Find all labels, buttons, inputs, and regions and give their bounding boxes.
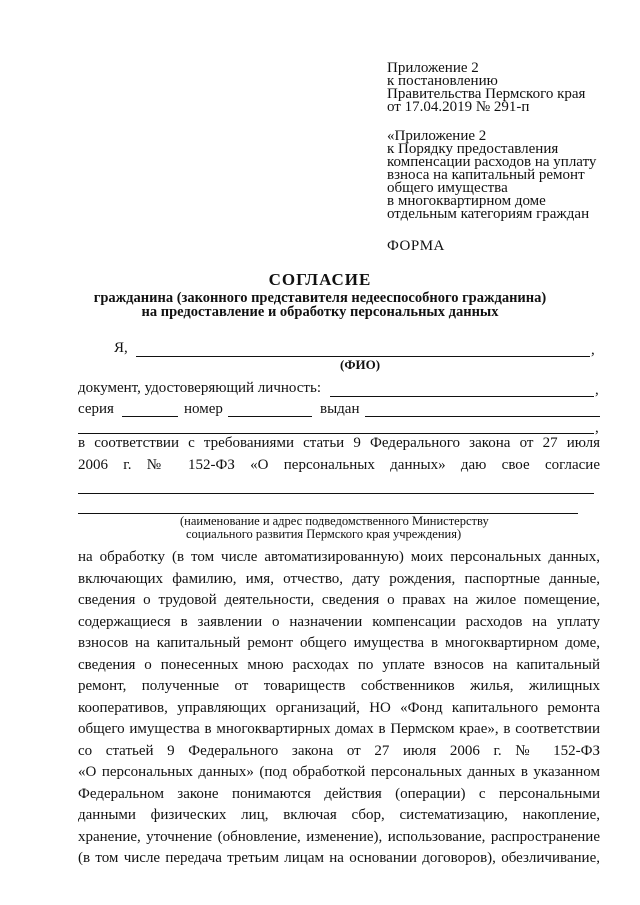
issued-comma: ,	[595, 420, 599, 436]
body-line: сведения о понесенных мною расходах по уплате взносов на капитальный	[78, 656, 600, 673]
consent-line-2: 2006 г. № 152-ФЗ «О персональных данных» даю свое согласие	[78, 457, 600, 473]
body-line: содержащиеся в заявлении о назначении компенсации расходов на уплату	[78, 613, 600, 630]
issued-continuation-line[interactable]	[78, 433, 594, 434]
appendix-header-line: Приложение 2	[387, 60, 479, 76]
appendix-order-line: общего имущества	[387, 180, 508, 196]
document-label: документ, удостоверяющий личность:	[78, 380, 321, 396]
body-line: на обработку (в том числе автоматизированную) моих персональных данных,	[78, 549, 600, 565]
series-field-line[interactable]	[122, 416, 178, 417]
consent-line-1: в соответствии с требованиями статьи 9 Федерального закона от 27 июля	[78, 435, 600, 451]
body-line: Федеральном законе понимаются действия (операции) с персональными	[78, 785, 600, 802]
appendix-order	[387, 130, 596, 221]
issued-label: выдан	[320, 401, 360, 417]
subtitle-line-2: на предоставление и обработку персональных данных	[141, 304, 499, 320]
body-line: взносов на капитальный ремонт общего имущества в многоквартирном доме,	[78, 635, 600, 651]
subtitle-line-1: гражданина (законного представителя недееспособного гражданина)	[93, 290, 547, 306]
body-line: со статьей 9 Федерального закона от 27 июля 2006 г. № 152-ФЗ	[78, 742, 600, 759]
institution-caption-line-1: (наименование и адрес подведомственного Министерству	[180, 514, 489, 528]
body-line: общего имущества в многоквартирных домах в Пермском крае», в соответствии	[78, 721, 600, 737]
body-line: «О персональных данных» (под обработкой персональных данных в указанном	[78, 764, 600, 780]
appendix-order-line: компенсации расходов на уплату	[387, 154, 597, 170]
document-comma: ,	[595, 382, 599, 398]
number-field-line[interactable]	[228, 416, 312, 417]
fio-comma: ,	[591, 342, 595, 358]
number-label: номер	[184, 401, 223, 417]
appendix-header-line: Правительства Пермского края	[387, 86, 586, 102]
appendix-header-line: от 17.04.2019 № 291-п	[387, 99, 530, 115]
appendix-header-line: к постановлению	[387, 73, 498, 89]
body-line: хранение, уточнение (обновление, изменение), использование, распространение	[78, 828, 600, 845]
appendix-order-line: в многоквартирном доме	[387, 193, 546, 209]
appendix-order-line: к Порядку предоставления	[387, 141, 559, 157]
i-label: Я,	[114, 340, 128, 356]
institution-field-line-1[interactable]	[78, 493, 594, 494]
issued-field-line[interactable]	[365, 416, 600, 417]
form-label: ФОРМА	[387, 238, 445, 254]
document-title: СОГЛАСИЕ	[268, 270, 372, 289]
series-label: серия	[78, 401, 114, 417]
body-line: ремонт, полученные от товариществ собственников жилья, жилищных	[78, 678, 600, 694]
institution-caption-line-2: социального развития Пермского края учреждения)	[186, 527, 462, 541]
document-subtitle	[0, 291, 640, 319]
document-field-line[interactable]	[330, 396, 594, 397]
appendix-order-line: взноса на капитальный ремонт	[387, 167, 585, 183]
appendix-order-line: отдельным категориям граждан	[387, 206, 590, 222]
appendix-header	[387, 62, 585, 114]
body-line: (в том числе передача третьим лицам на основании договоров), обезличивание,	[78, 850, 600, 866]
fio-caption: (ФИО)	[340, 357, 381, 372]
body-line: данными физических лиц, включая сбор, систематизацию, накопление,	[78, 807, 600, 823]
body-line: сведения о трудовой деятельности, сведения о правах на жилое помещение,	[78, 592, 600, 608]
appendix-order-line: «Приложение 2	[387, 128, 487, 144]
body-line: кооперативов, управляющих организаций, НО «Фонд капитального ремонта	[78, 699, 600, 716]
consent-body	[78, 547, 600, 870]
body-line: включающих фамилию, имя, отчество, дату рождения, паспортные данные,	[78, 570, 600, 587]
